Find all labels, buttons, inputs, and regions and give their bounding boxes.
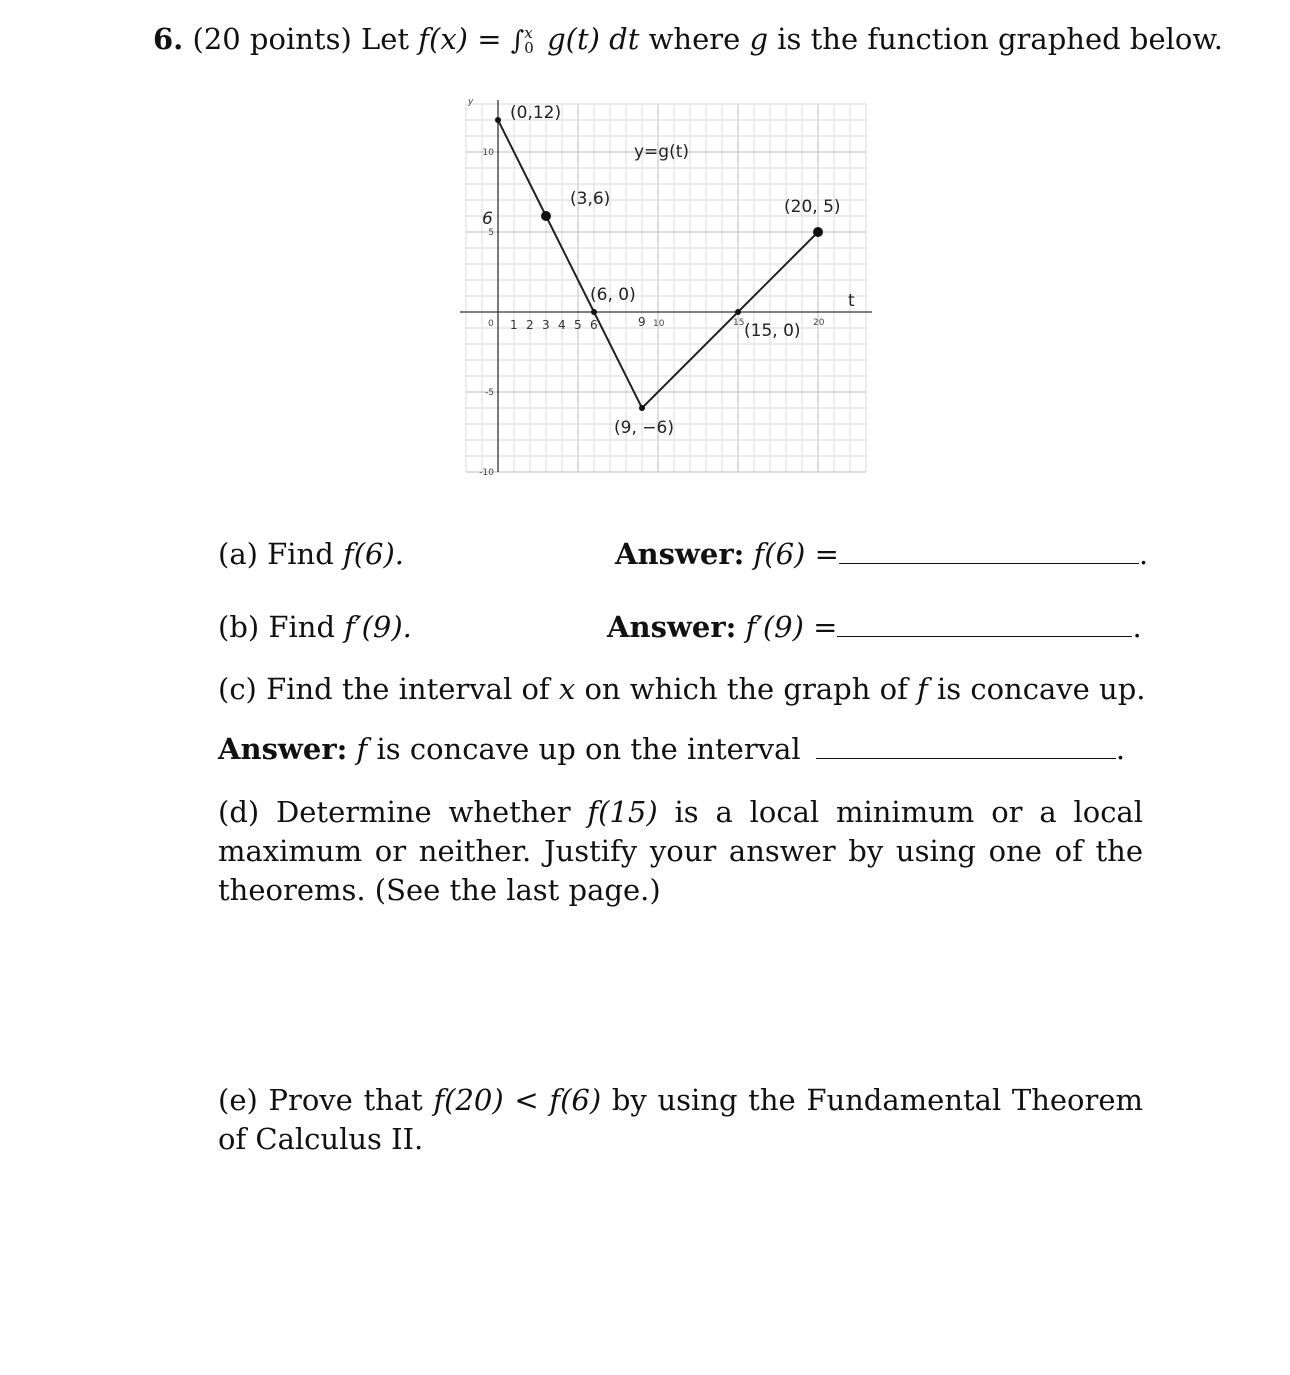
less-than: < <box>514 1083 539 1117</box>
period: . <box>1138 537 1149 571</box>
answer-blank-a[interactable] <box>839 562 1139 564</box>
x-tick-label: 3 <box>542 318 550 332</box>
point-label: (9, −6) <box>614 418 674 438</box>
part-e-text-2: by using the Fundamental Theorem of Calculus II. <box>218 1083 1144 1156</box>
point-label: (20, 5) <box>784 197 841 217</box>
curve-point <box>591 309 597 315</box>
point-labels <box>510 103 841 438</box>
point-label: (3,6) <box>570 189 611 209</box>
answer-blank-c[interactable] <box>816 757 1116 759</box>
integral-symbol: ∫ <box>510 26 525 56</box>
x-tick-label: 10 <box>653 319 665 329</box>
problem-points: (20 points) <box>192 22 352 56</box>
f-symbol: f <box>356 732 368 766</box>
answer-f: f(6) <box>753 537 806 571</box>
curve-point <box>639 405 645 411</box>
part-b-question: (b) Find <box>218 610 336 644</box>
lower-limit: 0 <box>524 39 534 57</box>
t-axis-label: t <box>848 291 855 311</box>
part-a-f: f(6). <box>343 537 405 571</box>
g-symbol: g <box>749 22 769 56</box>
graph-title: y=g(t) <box>634 141 690 162</box>
problem-statement <box>153 22 1223 56</box>
x-tick-label: 9 <box>638 315 646 329</box>
part-b-f: f′(9). <box>344 610 412 644</box>
curve-point <box>735 309 741 315</box>
y-tick-label: -5 <box>485 388 494 398</box>
dt-symbol: dt <box>609 22 640 56</box>
y-tick-label: -10 <box>479 468 494 478</box>
f-symbol: f <box>917 672 928 706</box>
x-symbol: x <box>558 672 576 706</box>
handwritten-y-label: 6 <box>482 209 493 229</box>
x-tick-label: 4 <box>558 318 566 332</box>
y-tick-label: 5 <box>488 228 494 238</box>
equals-sign: = <box>477 22 502 56</box>
g-of-t: g(t) <box>547 22 600 56</box>
fx-symbol: f(x) <box>418 22 468 56</box>
x-tick-label: 0 <box>488 319 494 329</box>
answer-blank-b[interactable] <box>837 635 1132 637</box>
x-tick-label: 6 <box>590 318 598 332</box>
intro-text-3: is the function graphed below. <box>777 22 1223 56</box>
part-d <box>218 793 1143 910</box>
f6-symbol: f(6) <box>549 1083 602 1117</box>
part-b <box>218 610 412 644</box>
point-label: (6, 0) <box>590 285 636 305</box>
x-tick-label: 15 <box>733 318 745 328</box>
part-c-answer-text: is concave up on the interval <box>376 732 801 766</box>
answer-equals: = <box>813 610 838 644</box>
period: . <box>1132 610 1142 644</box>
problem-number: 6. <box>153 22 184 56</box>
part-b-answer <box>607 610 1142 644</box>
x-tick-label: 5 <box>574 318 582 332</box>
x-tick-label: 2 <box>526 318 534 332</box>
answer-label: Answer: <box>218 732 348 766</box>
part-c-answer <box>218 732 1125 766</box>
period: . <box>1115 732 1126 766</box>
y-tick-label: 10 <box>482 148 494 158</box>
part-c <box>218 672 1146 706</box>
answer-label: Answer: <box>615 537 745 571</box>
part-e-text-1: (e) Prove that <box>218 1083 423 1117</box>
answer-f: f′(9) <box>745 610 804 644</box>
point-label: (15, 0) <box>744 321 801 341</box>
f20-symbol: f(20) <box>433 1083 504 1117</box>
part-c-text-3: is concave up. <box>936 672 1146 706</box>
intro-text: Let <box>360 22 410 56</box>
answer-label: Answer: <box>607 610 737 644</box>
part-a-answer <box>615 537 1148 571</box>
x-tick-label: 20 <box>813 318 825 328</box>
f15-symbol: f(15) <box>587 795 658 829</box>
part-c-text-2: on which the graph of <box>584 672 908 706</box>
upper-limit: x <box>524 24 533 42</box>
part-a-question: (a) Find <box>218 537 334 571</box>
curve-point <box>495 117 501 123</box>
x-tick-label: 1 <box>510 318 518 332</box>
y-axis-label: y <box>468 97 474 107</box>
part-d-text-1: (d) Determine whether <box>218 795 571 829</box>
curve-point <box>541 211 551 221</box>
answer-equals: = <box>814 537 839 571</box>
part-c-text-1: (c) Find the interval of <box>218 672 550 706</box>
part-e <box>218 1081 1143 1159</box>
graph-of-g <box>440 95 920 490</box>
part-d-text-2: is a local minimum or a local maximum or neither. Justify your answer by using one of the theorems. (See the last page.) <box>218 795 1143 907</box>
curve-point <box>813 227 823 237</box>
part-a <box>218 537 404 571</box>
point-label: (0,12) <box>510 103 562 123</box>
intro-text-2: where <box>648 22 741 56</box>
